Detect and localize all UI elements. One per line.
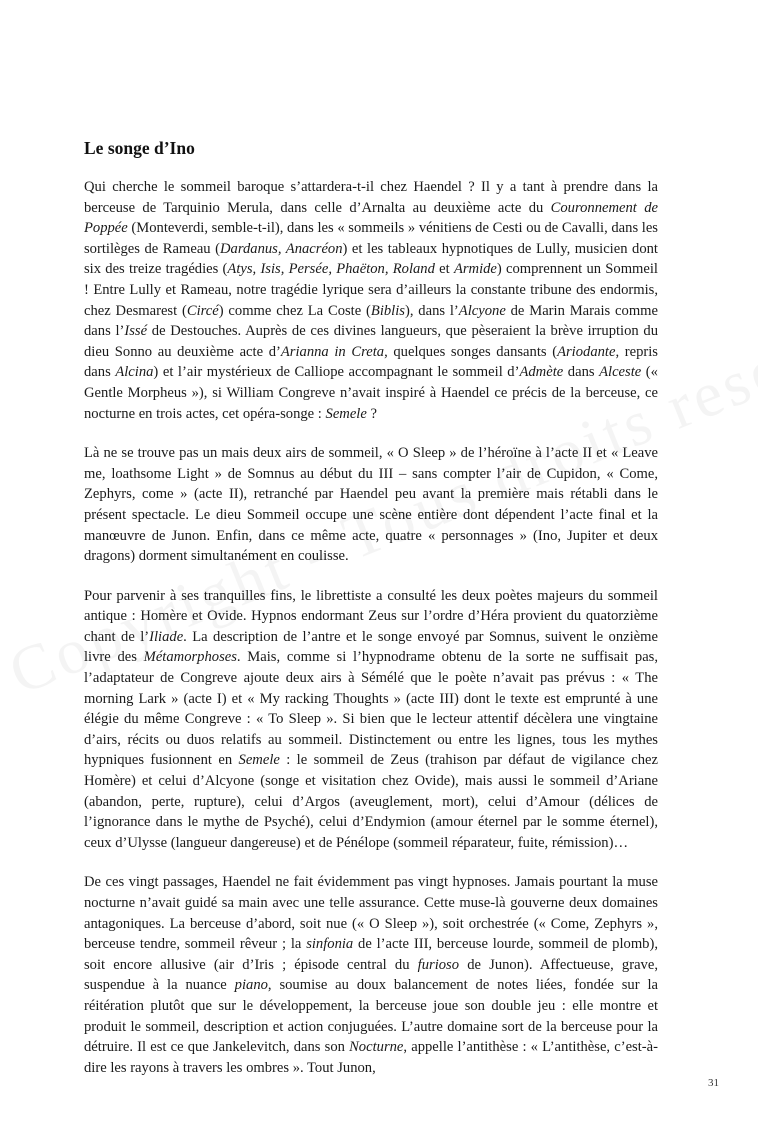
italic-text: furioso (417, 956, 460, 973)
text-run: Là ne se trouve pas un mais deux airs de sommeil, « O Sleep » de l’héroïne à l’acte II et « Leave me, loathsome Light » de Somnus au début du III – sans compter l’air de Cupidon, « Come, Zephyrs, come » (acte II), retranché par Haendel peu avant la première mais rétabli dans le présent spectacle. Le dieu Sommeil occupe une scène entière dont dépendent l’acte final et la manœuvre de Junon. Enfin, dans ce même acte, quatre « personnages » (Ino, Jupiter et deux dragons) dorment simultanément en coulisse. (84, 445, 658, 565)
italic-text: Arianna in Creta (280, 343, 385, 360)
italic-text: Admète (519, 364, 564, 381)
text-run: . Mais, comme si l’hypnodrame obtenu de la sorte ne suffisait pas, l’adaptateur de Congreve ajoute deux airs à Sémélé que le poète n’avait pas prévus : « The morning Lark » (acte I) et « My racking Thoughts » (acte III) dont le texte est emprunté à une élégie du même Congreve : « To Sleep ». Si bien que le lecteur attentif décèlera une vingtaine d’airs, récits ou duos relatifs au sommeil. Distinctement ou entre les lignes, tous les mythes hypniques fusionnent en (84, 649, 658, 769)
italic-text: Dardanus, Anacréon (220, 240, 343, 257)
text-run: ? (366, 405, 377, 422)
italic-text: Couronnement de Poppée (84, 199, 658, 237)
text-run: De ces vingt passages, Haendel ne fait évidemment pas vingt hypnoses. Jamais pourtant la muse nocturne n’avait guidé sa main avec une telle assurance. Cette muse-là gouverne deux domaines antagoniques. La berceuse d’abord, soit nue (« O Sleep »), soit orchestrée (« Come, Zephyrs », berceuse tendre, sommeil rêveur ; la (84, 874, 658, 953)
text-run: Pour parvenir à ses tranquilles fins, le librettiste a consulté les deux poètes majeurs du sommeil antique : Homère et Ovide. Hypnos endormant Zeus sur l’ordre d’Héra provient du quatorzième chant de l’ (84, 587, 658, 645)
text-run: de l’acte III, berceuse lourde, sommeil de plomb), soit encore allusive (air d’Iris ; épisode central du (84, 936, 658, 973)
italic-text: Ariodante (557, 343, 616, 360)
text-run: (« Gentle Morpheus »), si William Congreve n’avait inspiré à Haendel ce précis de la berceuse, ce nocturne en trois actes, cet opéra-songe : (84, 364, 658, 422)
text-run: , repris dans (84, 343, 658, 381)
paragraph (84, 177, 658, 424)
text-run: : le sommeil de Zeus (trahison par défaut de vigilance chez Homère) et celui d’Alcyone (songe et visitation chez Ovide), mais aussi le sommeil d’Ariane (abandon, perte, rupture), celui d’Argos (aveuglement, mort), celui d’Amour (délices de l’ignorance dans le mythe de Psyché), celui d’Endymion (amour éternel par le somme éternel), ceux d’Ulysse (langueur dangereuse) et de Pénélope (sommeil réparateur, fuite, rémission)… (84, 752, 659, 851)
text-run: , quelques songes dansants ( (384, 343, 558, 360)
text-run: de Destouches. Auprès de ces divines langueurs, que pèseraient la brève irruption du dieu Sonno au deuxième acte d’ (84, 323, 658, 360)
paragraph (84, 443, 658, 567)
italic-text: Nocturne (349, 1039, 404, 1056)
text-run: et (434, 261, 454, 278)
italic-text: piano (234, 977, 268, 994)
text-run: (Monteverdi, semble-t-il), dans les « sommeils » vénitiens de Cesti ou de Cavalli, dans les sortilèges de Rameau ( (84, 220, 658, 257)
text-run: ) comprennent un Sommeil ! Entre Lully et Rameau, notre tragédie lyrique sera d’ailleurs la constante tribune des endormis, chez Desmarest ( (84, 261, 658, 319)
text-run: ) et les tableaux hypnotiques de Lully, musicien dont six des treize tragédies ( (84, 240, 658, 278)
section-heading: Le songe d’Ino (84, 138, 195, 158)
paragraph (84, 872, 658, 1078)
italic-text: Armide (453, 261, 497, 278)
italic-text: Atys, Isis, Persée, Phaëton, Roland (227, 261, 435, 278)
paragraph (84, 586, 658, 854)
italic-text: Biblis (370, 302, 405, 319)
text-run: ), dans l’ (404, 302, 459, 319)
italic-text: Circé (186, 302, 219, 319)
italic-text: Semele (325, 405, 367, 422)
italic-text: Alcyone (458, 302, 506, 319)
italic-text: Semele (238, 752, 280, 769)
text-run: de Marin Marais comme dans l’ (84, 302, 659, 340)
italic-text: Issé (124, 323, 148, 340)
text-run: de Junon). Affectueuse, grave, suspendue à la nuance (84, 956, 658, 994)
italic-text: Iliade (149, 628, 184, 645)
text-run: ) comme chez La Coste ( (218, 302, 371, 319)
text-run: , appelle l’antithèse : « L’antithèse, c’est-à-dire les rayons à travers les ombres ». Tout Junon, (84, 1039, 658, 1076)
page-number: 31 (708, 1077, 719, 1089)
text-run: ) et l’air mystérieux de Calliope accompagnant le sommeil d’ (153, 364, 520, 381)
text-run: dans (563, 364, 600, 381)
text-run: . La description de l’antre et le songe envoyé par Somnus, suivent le onzième livre des (84, 628, 658, 666)
italic-text: Alceste (599, 364, 642, 381)
text-run: Qui cherche le sommeil baroque s’attardera-t-il chez Haendel ? Il y a tant à prendre dans la berceuse de Tarquinio Merula, dans celle d’Arnalta au deuxième acte du (84, 179, 658, 216)
italic-text: sinfonia (306, 936, 354, 953)
body-text (84, 177, 658, 1097)
text-run: , soumise au doux balancement de notes liées, fondée sur la réitération plutôt que sur le développement, la berceuse joue son double jeu : elle montre et produit le sommeil, description et action conjuguées. L’autre domaine sort de la berceuse pour la détruire. Il est ce que Jankelevitch, dans son (84, 977, 658, 1056)
italic-text: Métamorphoses (143, 649, 237, 666)
italic-text: Alcina (115, 364, 154, 381)
